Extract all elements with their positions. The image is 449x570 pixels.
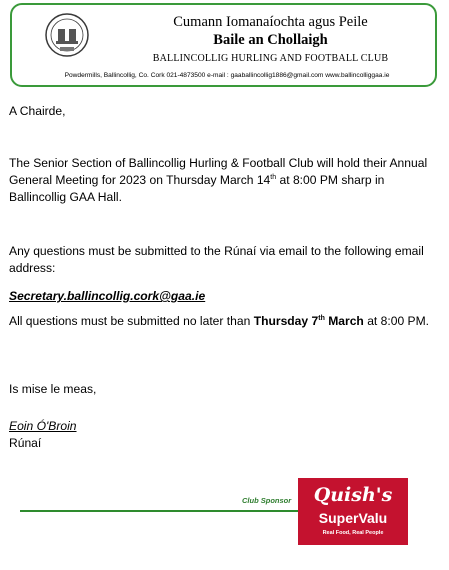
meeting-date-suffix: th [270,173,277,181]
deadline-text-part1: All questions must be submitted no later than [9,314,254,328]
club-contact-line: Powdermills, Ballincollig, Co. Cork 021-4873500 e-mail : gaaballincollig1886@gmail.com www.ballincolliggaa.ie [64,72,390,79]
sponsor-label: Club Sponsor [242,496,292,505]
sponsor-logo [298,478,408,545]
deadline-paragraph [9,313,439,330]
letterhead [10,3,437,87]
club-crest-icon [44,11,90,59]
club-name-irish-line2: Baile an Chollaigh [213,32,328,48]
secretary-email-link[interactable] [9,288,439,305]
footer-divider [20,510,298,512]
signature-name-text: Eoin Ó'Broin [9,419,77,433]
deadline-text-part2: at 8:00 PM. [363,314,430,328]
meeting-text-part2: at 8:00 PM sharp in Ballincollig GAA Hall. [9,173,385,204]
closing: Is mise le meas, [9,382,97,396]
signature-name [9,418,439,435]
sponsor-tagline: Real Food, Real People [322,530,384,536]
greeting: A Chairde, [9,104,66,118]
sponsor-name: Quish's [313,484,393,506]
deadline-date-suffix: th [318,314,325,322]
meeting-text-part1: The Senior Section of Ballincollig Hurling & Football Club will hold their Annual General Meeting for 2023 on Thursday March 14 [9,156,428,187]
club-name-english: BALLINCOLLIG HURLING AND FOOTBALL CLUB [152,53,389,64]
meeting-paragraph [9,155,439,206]
secretary-email[interactable]: Secretary.ballincollig.cork@gaa.ie [9,289,206,303]
questions-paragraph: Any questions must be submitted to the Rúnaí via email to the following email address: [9,244,424,275]
club-name-irish-line1: Cumann Iomanaíochta agus Peile [173,14,368,30]
signature-title: Rúnaí [9,436,42,450]
sponsor-brand: SuperValu [318,510,388,526]
deadline-month: March [324,314,364,328]
deadline-date: Thursday 7 [253,314,319,328]
